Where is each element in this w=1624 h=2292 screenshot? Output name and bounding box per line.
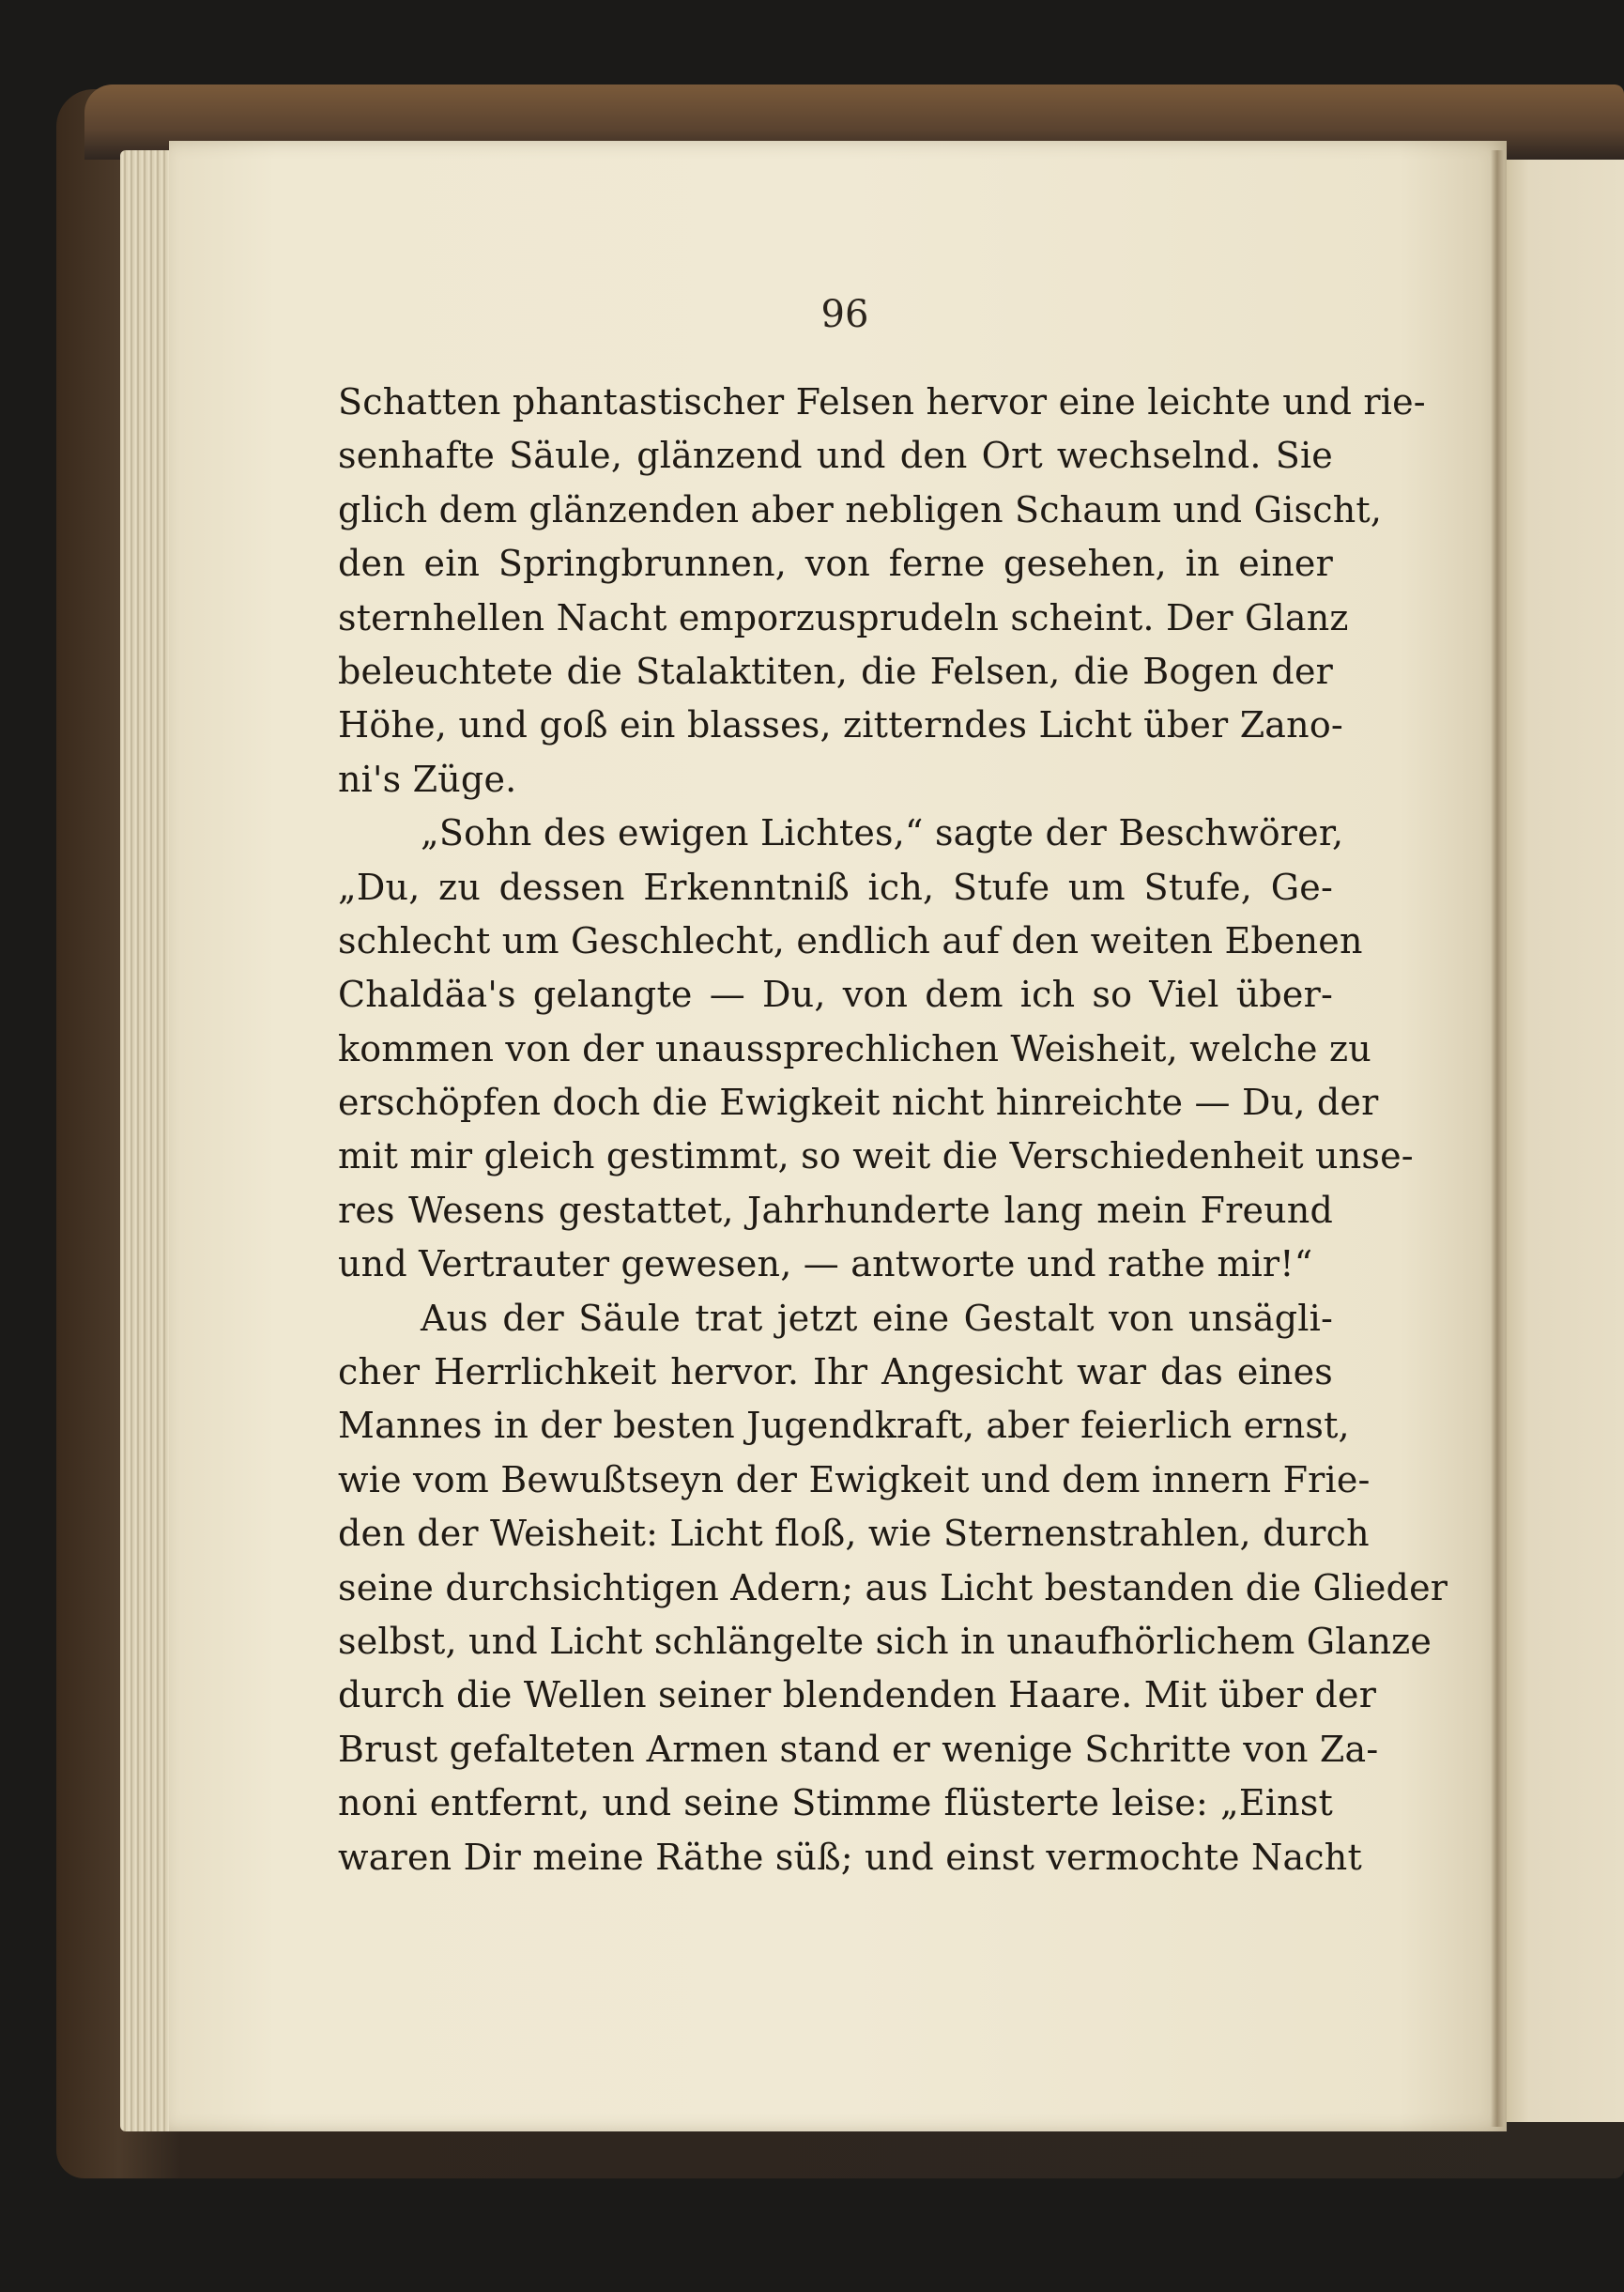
text-line: kommen von der unaussprechlichen Weisheit, welche zu [338, 1027, 1371, 1069]
text-line: senhafte Säule, glänzend und den Ort wechselnd. Sie [338, 435, 1333, 477]
book-gutter [1491, 150, 1504, 2127]
text-line: den der Weisheit: Licht floß, wie Sternenstrahlen, durch [338, 1513, 1370, 1555]
text-line: waren Dir meine Räthe süß; und einst vermochte Nacht [338, 1836, 1362, 1878]
text-line: den ein Springbrunnen, von ferne gesehen, in einer [338, 543, 1333, 585]
facing-page [1497, 160, 1624, 2122]
text-line: „Sohn des ewigen Lichtes,“ sagte der Beschwörer, [421, 812, 1344, 854]
text-line: cher Herrlichkeit hervor. Ihr Angesicht war das eines [338, 1351, 1333, 1393]
text-line: wie vom Bewußtseyn der Ewigkeit und dem innern Frie- [338, 1458, 1371, 1500]
text-line: Schatten phantastischer Felsen hervor eine leichte und rie- [338, 381, 1426, 423]
text-line: Brust gefalteten Armen stand er wenige Schritte von Za- [338, 1728, 1379, 1770]
text-line: mit mir gleich gestimmt, so weit die Verschiedenheit unse- [338, 1135, 1414, 1177]
text-line: Mannes in der besten Jugendkraft, aber feierlich ernst, [338, 1405, 1350, 1447]
text-line: noni entfernt, und seine Stimme flüsterte leise: „Einst [338, 1782, 1333, 1824]
text-line: Aus der Säule trat jetzt eine Gestalt von unsägli- [421, 1297, 1333, 1339]
text-line: ni's Züge. [338, 758, 517, 800]
text-line: und Vertrauter gewesen, — antworte und rathe mir!“ [338, 1243, 1313, 1285]
text-line: seine durchsichtigen Adern; aus Licht bestanden die Glieder [338, 1566, 1448, 1608]
text-line: Höhe, und goß ein blasses, zitterndes Licht über Zano- [338, 704, 1343, 746]
page-number: 96 [820, 293, 869, 336]
text-line: sternhellen Nacht emporzusprudeln scheint. Der Glanz [338, 596, 1349, 638]
text-line: schlecht um Geschlecht, endlich auf den weiten Ebenen [338, 919, 1363, 961]
page-text [338, 376, 1448, 1884]
text-line: erschöpfen doch die Ewigkeit nicht hinreichte — Du, der [338, 1082, 1379, 1124]
text-line: „Du, zu dessen Erkenntniß ich, Stufe um Stufe, Ge- [338, 866, 1333, 908]
text-line: durch die Wellen seiner blendenden Haare. Mit über der [338, 1674, 1377, 1716]
text-line: beleuchtete die Stalaktiten, die Felsen, die Bogen der [338, 650, 1333, 692]
text-line: selbst, und Licht schlängelte sich in unaufhörlichem Glanze [338, 1620, 1432, 1662]
text-line: glich dem glänzenden aber nebligen Schaum und Gischt, [338, 488, 1383, 531]
text-line: res Wesens gestattet, Jahrhunderte lang mein Freund [338, 1189, 1333, 1231]
text-line: Chaldäa's gelangte — Du, von dem ich so Viel über- [338, 974, 1333, 1016]
